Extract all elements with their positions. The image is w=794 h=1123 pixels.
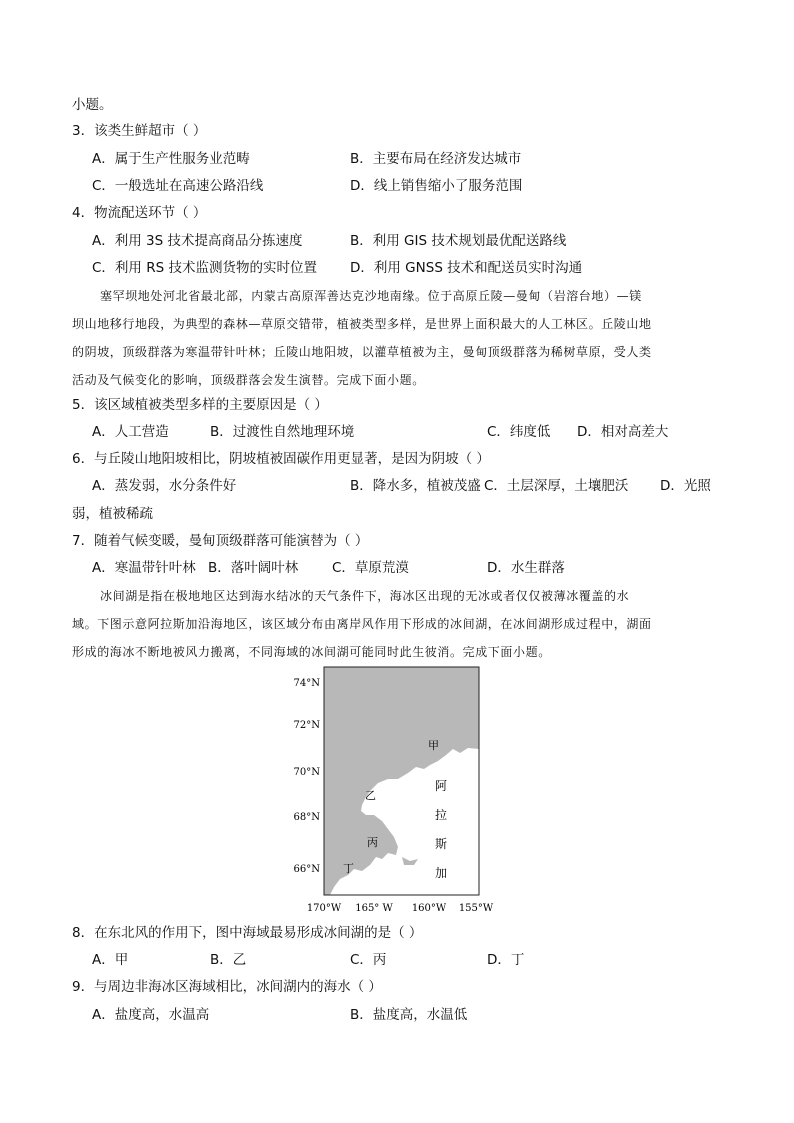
question-6-option-b: B．降水多，植被茂盛 bbox=[350, 478, 481, 494]
lat-label-72: 72°N bbox=[293, 720, 320, 731]
question-8-option-d: D．丁 bbox=[487, 952, 525, 968]
question-8-option-b: B．乙 bbox=[210, 952, 247, 968]
alaska-label-char-2: 拉 bbox=[435, 808, 448, 822]
place-label-bing: 丙 bbox=[367, 836, 378, 849]
passage-saihanba-line-3: 的阴坡，顶级群落为寒温带针叶林；丘陵山地阳坡，以灌草植被为主，曼甸顶级群落为稀树草原，受人类 bbox=[72, 345, 652, 359]
question-7-stem: 7．随着气候变暖，曼甸顶级群落可能演替为（ ） bbox=[72, 533, 369, 549]
question-3-option-c: C．一般选址在高速公路沿线 bbox=[92, 178, 264, 194]
question-7-option-b: B．落叶阔叶林 bbox=[208, 560, 299, 576]
passage-polynya-line-1: 冰间湖是指在极地地区达到海水结冰的天气条件下，海冰区出现的无冰或者仅仅被薄冰覆盖的水 bbox=[100, 589, 630, 603]
question-4-option-b: B．利用 GIS 技术规划最优配送路线 bbox=[350, 233, 567, 249]
question-9-option-a: A．盐度高，水温高 bbox=[92, 1007, 210, 1023]
alaska-label-char-3: 斯 bbox=[435, 837, 448, 851]
place-label-yi: 乙 bbox=[365, 789, 376, 802]
question-9-option-b: B．盐度高，水温低 bbox=[350, 1007, 468, 1023]
question-3-option-d: D．线上销售缩小了服务范围 bbox=[350, 178, 523, 194]
question-8-option-c: C．丙 bbox=[350, 952, 387, 968]
question-7-option-a: A．寒温带针叶林 bbox=[92, 560, 196, 576]
passage-polynya-line-3: 形成的海冰不断地被风力搬离，不同海域的冰间湖可能同时此生彼消。完成下面小题。 bbox=[72, 645, 551, 659]
question-3-option-b: B．主要布局在经济发达城市 bbox=[350, 151, 522, 167]
alaska-coast-map bbox=[290, 665, 510, 915]
question-3-option-a: A．属于生产性服务业范畴 bbox=[92, 151, 250, 167]
lon-label-160: 160°W bbox=[411, 903, 447, 914]
passage-polynya bbox=[72, 582, 722, 666]
question-4-stem: 4．物流配送环节（ ） bbox=[72, 205, 207, 221]
lon-label-155: 155°W bbox=[458, 903, 494, 914]
lon-label-165: 165° W bbox=[355, 903, 393, 914]
passage-saihanba bbox=[72, 282, 722, 394]
passage-polynya-line-2: 域。下图示意阿拉斯加沿海地区，该区域分布由离岸风作用下形成的冰间湖，在冰间湖形成过程中，湖面 bbox=[72, 617, 652, 631]
question-6-option-d-continued: 弱，植被稀疏 bbox=[72, 506, 153, 522]
question-6-option-c: C．土层深厚，土壤肥沃 bbox=[484, 478, 629, 494]
question-7-option-d: D．水生群落 bbox=[487, 560, 565, 576]
alaska-label-char-1: 阿 bbox=[435, 779, 448, 793]
question-4-option-c: C．利用 RS 技术监测货物的实时位置 bbox=[92, 260, 317, 276]
place-label-ding: 丁 bbox=[343, 862, 354, 875]
question-6-option-d: D．光照 bbox=[660, 478, 711, 494]
question-4-option-d: D．利用 GNSS 技术和配送员实时沟通 bbox=[350, 260, 583, 276]
question-5-option-a: A．人工营造 bbox=[92, 424, 169, 440]
question-8-stem: 8．在东北风的作用下，图中海域最易形成冰间湖的是（ ） bbox=[72, 925, 423, 941]
passage-saihanba-line-2: 坝山地移行地段，为典型的森林—草原交错带，植被类型多样，是世界上面积最大的人工林区。丘陵山地 bbox=[72, 317, 652, 331]
lat-label-66: 66°N bbox=[293, 864, 320, 875]
question-5-stem: 5．该区域植被类型多样的主要原因是（ ） bbox=[72, 397, 328, 413]
passage-saihanba-line-1: 塞罕坝地处河北省最北部，内蒙古高原浑善达克沙地南缘。位于高原丘陵—曼甸（岩溶台地）—镁 bbox=[100, 289, 642, 303]
lon-label-170: 170°W bbox=[306, 903, 342, 914]
question-5-option-b: B．过渡性自然地理环境 bbox=[210, 424, 355, 440]
lat-label-68: 68°N bbox=[293, 812, 320, 823]
question-6-option-a: A．蒸发弱，水分条件好 bbox=[92, 478, 237, 494]
place-label-jia: 甲 bbox=[428, 739, 439, 752]
question-7-option-c: C．草原荒漠 bbox=[332, 560, 409, 576]
lat-label-70: 70°N bbox=[293, 767, 320, 778]
question-6-stem: 6．与丘陵山地阳坡相比，阴坡植被固碳作用更显著，是因为阴坡（ ） bbox=[72, 451, 490, 467]
question-4-option-a: A．利用 3S 技术提高商品分拣速度 bbox=[92, 233, 303, 249]
question-8-option-a: A．甲 bbox=[92, 952, 129, 968]
question-9-stem: 9．与周边非海冰区海域相比，冰间湖内的海水（ ） bbox=[72, 979, 382, 995]
lat-label-74: 74°N bbox=[293, 678, 320, 689]
intro-tail: 小题。 bbox=[72, 97, 113, 113]
question-5-option-c: C．纬度低 bbox=[487, 424, 551, 440]
alaska-label-char-4: 加 bbox=[435, 866, 448, 880]
question-3-stem: 3．该类生鲜超市（ ） bbox=[72, 123, 207, 139]
passage-saihanba-line-4: 活动及气候变化的影响，顶级群落会发生演替。完成下面小题。 bbox=[72, 373, 425, 387]
question-5-option-d: D．相对高差大 bbox=[577, 424, 669, 440]
